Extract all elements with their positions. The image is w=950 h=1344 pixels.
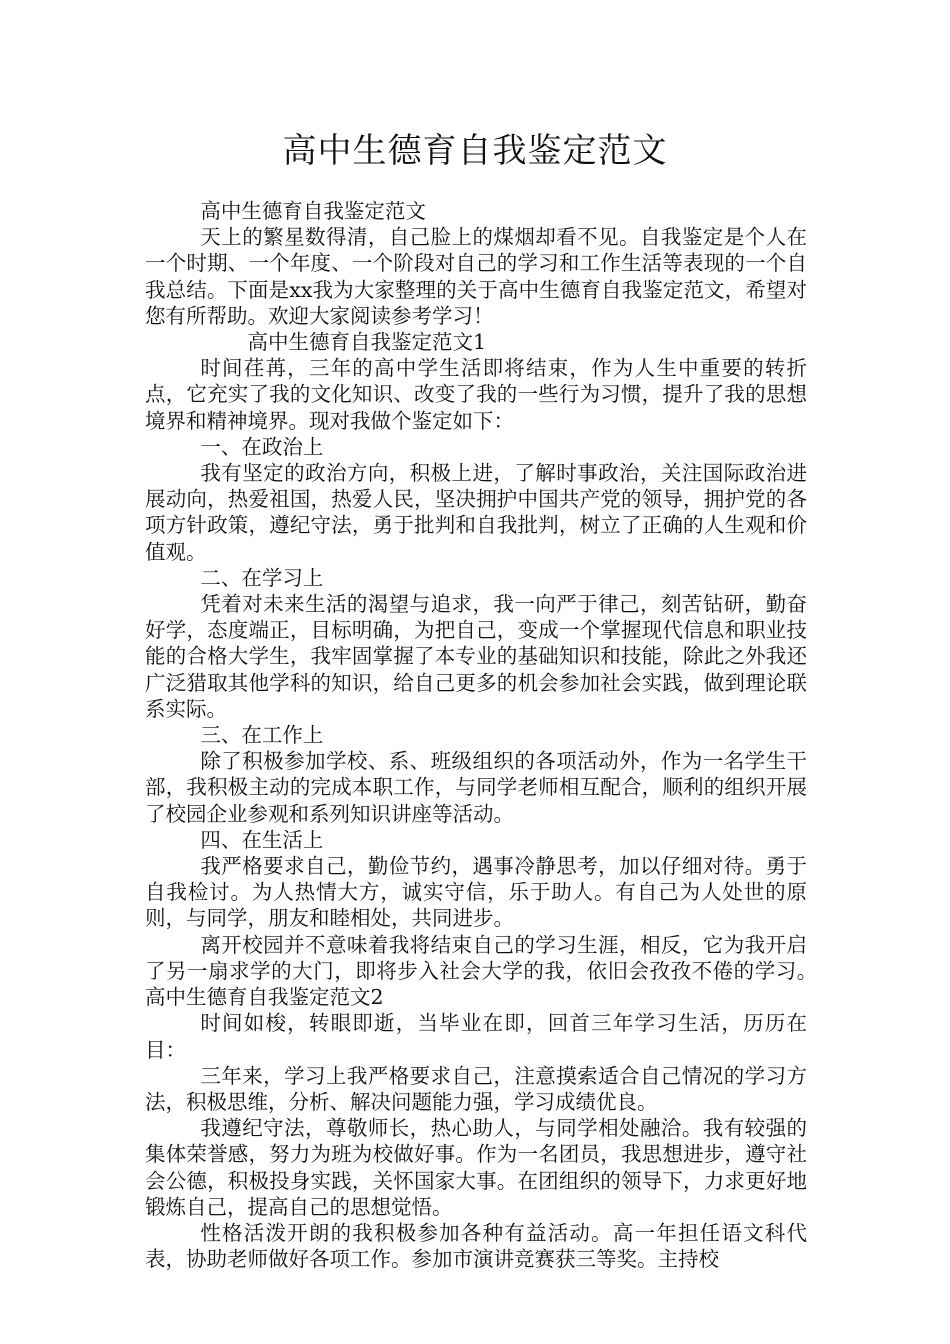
paragraph: 时间如梭，转眼即逝，当毕业在即，回首三年学习生活，历历在目： <box>145 1011 807 1062</box>
paragraph: 我严格要求自己，勤俭节约，遇事冷静思考，加以仔细对待。勇于自我检讨。为人热情大方，诚实守信，乐于助人。有自己为人处世的原则，与同学，朋友和睦相处，共同进步。 <box>145 854 807 931</box>
document-body <box>145 198 848 1272</box>
paragraph: 除了积极参加学校、系、班级组织的各项活动外，作为一名学生干部，我积极主动的完成本职工作，与同学老师相互配合，顺利的组织开展了校园企业参观和系列知识讲座等活动。 <box>145 749 807 826</box>
paragraph: 性格活泼开朗的我积极参加各种有益活动。高一年担任语文科代表，协助老师做好各项工作。参加市演讲竞赛获三等奖。主持校 <box>145 1220 807 1272</box>
paragraph: 离开校园并不意味着我将结束自己的学习生涯，相反，它为我开启了另一扇求学的大门，即将步入社会大学的我，依旧会孜孜不倦的学习。 高中生德育自我鉴定范文2 <box>145 932 848 1010</box>
paragraph: 我有坚定的政治方向，积极上进，了解时事政治，关注国际政治进展动向，热爱祖国，热爱人民，坚决拥护中国共产党的领导，拥护党的各项方针政策，遵纪守法，勇于批判和自我批判，树立了正确的人生观和价值观。 <box>145 461 807 564</box>
page-title: 高中生德育自我鉴定范文 <box>282 131 668 171</box>
subheading-life: 四、在生活上 <box>200 827 324 852</box>
section-title-1: 高中生德育自我鉴定范文1 <box>247 330 487 355</box>
subheading-study: 二、在学习上 <box>200 565 324 590</box>
paragraph-heading: 高中生德育自我鉴定范文 <box>200 199 426 223</box>
paragraph-intro: 天上的繁星数得清，自己脸上的煤烟却看不见。自我鉴定是个人在一个时期、一个年度、一个阶段对自己的学习和工作生活等表现的一个自我总结。下面是xx我为大家整理的关于高中生德育自我鉴定范文，希望对您有所帮助。欢迎大家阅读参考学习！ <box>145 225 807 328</box>
subheading-politics: 一、在政治上 <box>200 434 324 459</box>
paragraph: 时间荏苒，三年的高中学生活即将结束，作为人生中重要的转折点，它充实了我的文化知识、改变了我的一些行为习惯，提升了我的思想境界和精神境界。现对我做个鉴定如下： <box>145 356 807 433</box>
subheading-work: 三、在工作上 <box>200 723 324 748</box>
paragraph: 凭着对未来生活的渴望与追求，我一向严于律己，刻苦钻研，勤奋好学，态度端正，目标明确，为把自己，变成一个掌握现代信息和职业技能的合格大学生，我牢固掌握了本专业的基础知识和技能，除此之外我还广泛猎取其他学科的知识，给自己更多的机会参加社会实践，做到理论联系实际。 <box>145 592 807 721</box>
paragraph: 三年来，学习上我严格要求自己，注意摸索适合自己情况的学习方法，积极思维，分析、解决问题能力强，学习成绩优良。 <box>145 1063 807 1114</box>
paragraph: 我遵纪守法，尊敬师长，热心助人，与同学相处融洽。我有较强的集体荣誉感，努力为班为校做好事。作为一名团员，我思想进步，遵守社会公德，积极投身实践，关怀国家大事。在团组织的领导下，力求更好地锻炼自己，提高自己的思想觉悟。 <box>145 1116 807 1219</box>
